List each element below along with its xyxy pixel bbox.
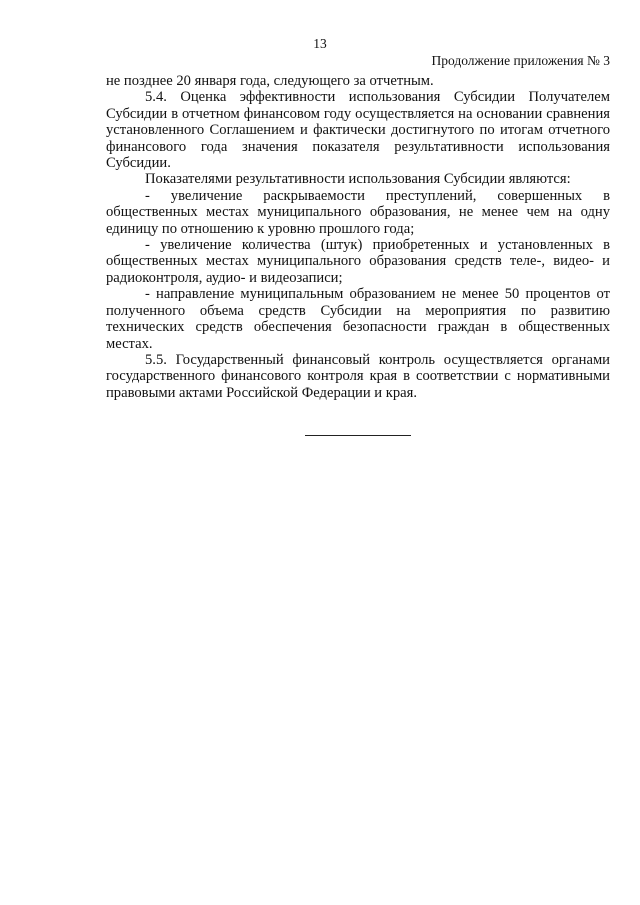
paragraph-5-5: 5.5. Государственный финансовый контроль осуществляется органами государственного финансового контроля края в соответствии с нормативными правовыми актами Российской Федерации и края. xyxy=(106,351,610,401)
page-number: 13 xyxy=(313,36,327,51)
end-separator-line xyxy=(305,435,411,436)
list-item-funds-direction: - направление муниципальным образованием не менее 50 процентов от полученного объема средств Субсидии на мероприятия по развитию технических средств обеспечения безопасности граждан в общественных местах. xyxy=(106,286,610,352)
document-body xyxy=(106,73,610,401)
list-item-surveillance-equipment: - увеличение количества (штук) приобретенных и установленных в общественных местах муниципального образования средств теле-, видео- и радиоконтроля, аудио- и видеозаписи; xyxy=(106,237,610,286)
paragraph-5-4: 5.4. Оценка эффективности использования Субсидии Получателем Субсидии в отчетном финансовом году осуществляется на основании сравнения установленного Соглашением и фактически достигнутого по итогам отчетного финансового года значения показателя результативности использования Субсидии. xyxy=(106,89,610,172)
list-item-crime-detection: - увеличение раскрываемости преступлений, совершенных в общественных местах муниципального образования, не менее чем на одну единицу по отношению к уровню прошлого года; xyxy=(106,187,610,237)
paragraph-indicators-intro: Показателями результативности использования Субсидии являются: xyxy=(145,171,571,188)
appendix-continuation-note: Продолжение приложения № 3 xyxy=(431,53,610,68)
paragraph-deadline: не позднее 20 января года, следующего за отчетным. xyxy=(106,73,434,89)
